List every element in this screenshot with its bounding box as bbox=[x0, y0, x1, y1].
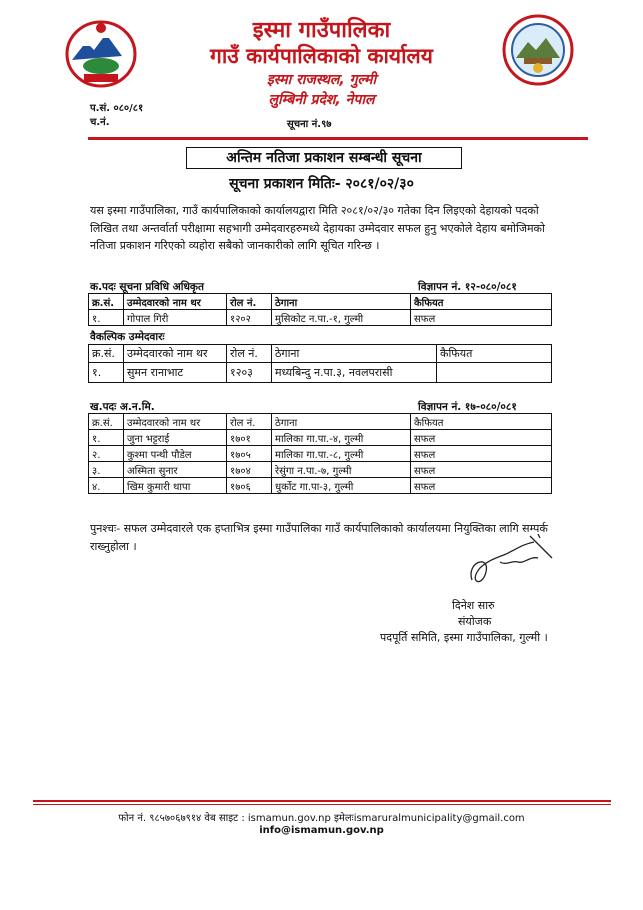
signatory-committee: पदपूर्ति समिति, इस्मा गाउँपालिका, गुल्मी । bbox=[380, 631, 548, 644]
table-row bbox=[89, 363, 552, 383]
header-divider bbox=[88, 137, 588, 140]
notice-number: सूचना नं.९७ bbox=[287, 119, 332, 130]
cell-name: गोपाल गिरी bbox=[124, 310, 227, 326]
publication-date: सूचना प्रकाशन मितिः- २०८१/०२/३० bbox=[229, 176, 414, 192]
col-remarks: कैफियत bbox=[411, 414, 552, 430]
table-row bbox=[89, 478, 552, 494]
section-b-ad-number: विज्ञापन नं. १७-०८०/०८१ bbox=[418, 401, 517, 413]
col-address: ठेगाना bbox=[272, 294, 411, 310]
cell-name: कुश्मा पन्थी पौडेल bbox=[124, 446, 227, 462]
office-name-line2: गाउँ कार्यपालिकाको कार्यालय bbox=[210, 44, 433, 68]
cell-sn: ३. bbox=[89, 462, 124, 478]
cell-roll: १७०१ bbox=[227, 430, 272, 446]
cell-sn: १. bbox=[89, 363, 124, 383]
col-name: उम्मेदवारको नाम थर bbox=[124, 345, 227, 363]
table-header-row bbox=[89, 345, 552, 363]
cell-name: जुना भट्टराई bbox=[124, 430, 227, 446]
cell-address: मुसिकोट न.पा.-१, गुल्मी bbox=[272, 310, 411, 326]
notice-body: यस इस्मा गाउँपालिका, गाउँ कार्यपालिकाको कार्यालयद्वारा मिति २०८१/०२/३० गतेका दिन लिइएको देहायको पदको लिखित तथा अन्तर्वार्ता परीक्षामा सहभागी उम्मेदवारहरुमध्ये देहायका उम्मेदवार सफल हुनु भएकोले देहाय बमोजिमको नतिजा प्रकाशन गरिएको व्यहोरा सबैको जानकारीको लागि सूचित गरिन्छ । bbox=[90, 204, 545, 252]
signatory-role: संयोजक bbox=[458, 615, 492, 628]
notice-title: अन्तिम नतिजा प्रकाशन सम्बन्धी सूचना bbox=[186, 147, 462, 169]
table-row bbox=[89, 430, 552, 446]
col-remarks: कैफियत bbox=[437, 345, 552, 363]
cell-sn: ४. bbox=[89, 478, 124, 494]
section-a-post: क.पदः सूचना प्रविधि अधिकृत bbox=[90, 281, 204, 293]
col-sn: क्र.सं. bbox=[89, 345, 124, 363]
cell-remarks bbox=[437, 363, 552, 383]
col-address: ठेगाना bbox=[272, 345, 437, 363]
alternate-label: वैकल्पिक उम्मेदवारः bbox=[90, 331, 165, 343]
section-a-ad-number: विज्ञापन नं. १२-०८०/०८१ bbox=[418, 281, 517, 293]
cell-sn: २. bbox=[89, 446, 124, 462]
col-sn: क्र.सं. bbox=[89, 414, 124, 430]
cell-sn: १. bbox=[89, 310, 124, 326]
cell-address: रेसुंगा न.पा.-७, गुल्मी bbox=[272, 462, 411, 478]
section-a-table bbox=[88, 293, 552, 326]
cell-roll: १२०२ bbox=[227, 310, 272, 326]
table-header-row bbox=[89, 414, 552, 430]
table-row bbox=[89, 446, 552, 462]
cell-name: अस्मिता सुनार bbox=[124, 462, 227, 478]
office-name-line1: इस्मा गाउँपालिका bbox=[252, 18, 391, 43]
office-address-line: इस्मा राजस्थल, गुल्मी bbox=[266, 72, 377, 88]
section-b-table bbox=[88, 413, 552, 494]
signatory-name: दिनेश सारु bbox=[452, 599, 495, 612]
cell-address: धुर्कोट गा.पा-३, गुल्मी bbox=[272, 478, 411, 494]
ref-ps: प.सं. ०८०/८१ bbox=[90, 103, 144, 114]
footer-divider bbox=[33, 800, 611, 802]
ref-cn: च.नं. bbox=[90, 117, 110, 128]
cell-roll: १७०६ bbox=[227, 478, 272, 494]
alternate-table bbox=[88, 344, 552, 383]
footer-contact: फोन नं. ९८५७०६७९१४ वेब साइट : ismamun.gov.np इमेलःismaruralmunicipality@gmail.com bbox=[118, 813, 525, 824]
cell-remarks: सफल bbox=[411, 478, 552, 494]
signature-icon bbox=[460, 532, 560, 594]
col-name: उम्मेदवारको नाम थर bbox=[124, 294, 227, 310]
cell-roll: १७०५ bbox=[227, 446, 272, 462]
cell-name: सुमन रानाभाट bbox=[124, 363, 227, 383]
postscript: पुनश्चः- सफल उम्मेदवारले एक हप्ताभित्र इस्मा गाउँपालिका गाउँ कार्यपालिकाको कार्यालयमा नियुक्तिका लागि सम्पर्क राख्नुहोला । bbox=[90, 522, 548, 553]
cell-address: मध्यबिन्दु न.पा.३, नवलपरासी bbox=[272, 363, 437, 383]
cell-remarks: सफल bbox=[411, 446, 552, 462]
col-roll: रोल नं. bbox=[227, 345, 272, 363]
cell-address: मालिका गा.पा.-४, गुल्मी bbox=[272, 430, 411, 446]
col-roll: रोल नं. bbox=[227, 294, 272, 310]
col-sn: क्र.सं. bbox=[89, 294, 124, 310]
cell-sn: १. bbox=[89, 430, 124, 446]
footer-divider-thin bbox=[33, 804, 611, 805]
table-header-row bbox=[89, 294, 552, 310]
cell-remarks: सफल bbox=[411, 462, 552, 478]
footer-email: info@ismamun.gov.np bbox=[259, 825, 384, 836]
table-row bbox=[89, 310, 552, 326]
cell-address: मालिका गा.पा.-८, गुल्मी bbox=[272, 446, 411, 462]
cell-remarks: सफल bbox=[411, 310, 552, 326]
col-roll: रोल नं. bbox=[227, 414, 272, 430]
cell-roll: १२०३ bbox=[227, 363, 272, 383]
col-address: ठेगाना bbox=[272, 414, 411, 430]
province-line: लुम्बिनी प्रदेश, नेपाल bbox=[268, 92, 375, 108]
col-name: उम्मेदवारको नाम थर bbox=[124, 414, 227, 430]
cell-roll: १७०४ bbox=[227, 462, 272, 478]
table-row bbox=[89, 462, 552, 478]
section-b-post: ख.पदः अ.न.मि. bbox=[90, 401, 155, 413]
col-remarks: कैफियत bbox=[411, 294, 552, 310]
cell-remarks: सफल bbox=[411, 430, 552, 446]
cell-name: खिम कुमारी थापा bbox=[124, 478, 227, 494]
